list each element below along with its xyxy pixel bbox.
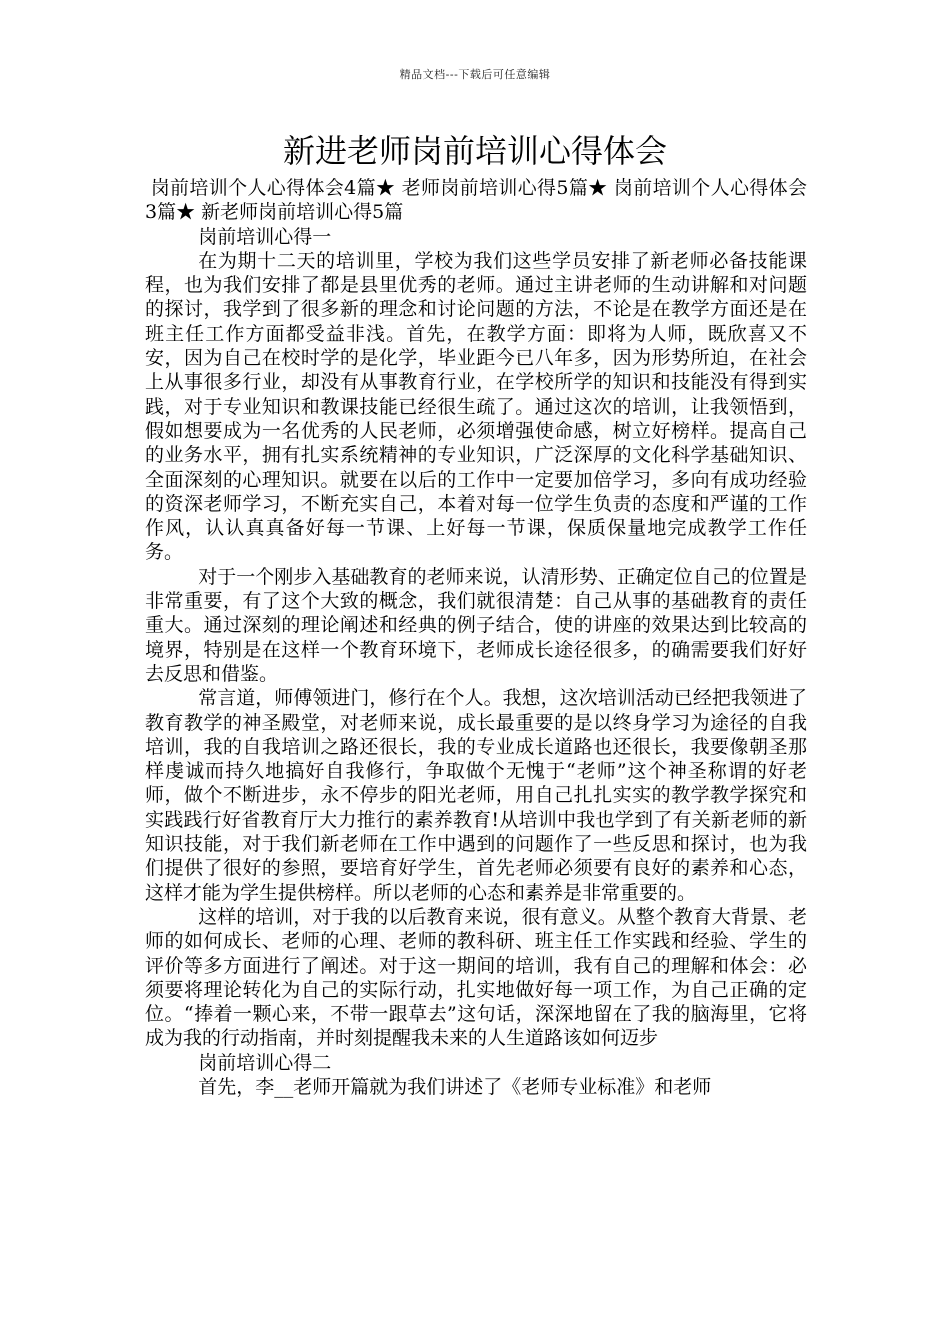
section-heading-2: 岗前培训心得二 <box>198 1051 332 1074</box>
body-paragraph: 对于一个刚步入基础教育的老师来说，认清形势、正确定位自己的位置是非常重要，有了这个大致的概念，我们就很清楚：自己从事的基础教育的责任重大。通过深刻的理论阐述和经典的例子结合，使的讲座的效果达到比较高的境界，特别是在这样一个教育环境下，老师成长途径很多，的确需要我们好好去反思和借鉴。 <box>145 565 807 685</box>
body-paragraph: 在为期十二天的培训里，学校为我们这些学员安排了新老师必备技能课程，也为我们安排了都是县里优秀的老师。通过主讲老师的生动讲解和对问题的探讨，我学到了很多新的理念和讨论问题的方法，不论是在教学方面还是在班主任工作方面都受益非浅。首先，在教学方面：即将为人师，既欣喜又不安，因为自己在校时学的是化学，毕业距今已八年多，因为形势所迫，在社会上从事很多行业，却没有从事教育行业，在学校所学的知识和技能没有得到实践，对于专业知识和教课技能已经很生疏了。通过这次的培训，让我领悟到，假如想要成为一名优秀的人民老师，必须增强使命感，树立好榜样。提高自己的业务水平，拥有扎实系统精神的专业知识，广泛深厚的文化科学基础知识、全面深刻的心理知识。就要在以后的工作中一定要加倍学习，多向有成功经验的资深老师学习，不断充实自己，本着对每一位学生负责的态度和严谨的工作作风，认认真真备好每一节课、上好每一节课，保质保量地完成教学工作任务。 <box>145 249 807 564</box>
section-heading-1: 岗前培训心得一 <box>198 225 332 248</box>
related-articles-line: 岗前培训个人心得体会4篇★ 老师岗前培训心得5篇★ 岗前培训个人心得体会3篇★ 新老师岗前培训心得5篇 <box>145 177 807 224</box>
header-note: 精品文档---下载后可任意编辑 <box>399 68 551 81</box>
document-body <box>145 176 807 1099</box>
body-paragraph: 首先，李__老师开篇就为我们讲述了《老师专业标准》和老师 <box>198 1075 712 1098</box>
body-paragraph: 这样的培训，对于我的以后教育来说，很有意义。从整个教育大背景、老师的如何成长、老师的心理、老师的教科研、班主任工作实践和经验、学生的评价等多方面进行了阐述。对于这一期间的培训，我有自己的理解和体会：必须要将理论转化为自己的实际行动，扎实地做好每一项工作，为自己正确的定位。“捧着一颗心来，不带一跟草去”这句话，深深地留在了我的脑海里，它将成为我的行动指南，并时刻提醒我未来的人生道路该如何迈步 <box>145 905 807 1050</box>
document-title: 新进老师岗前培训心得体会 <box>282 132 667 170</box>
body-paragraph: 常言道，师傅领进门，修行在个人。我想，这次培训活动已经把我领进了教育教学的神圣殿堂，对老师来说，成长最重要的是以终身学习为途径的自我培训，我的自我培训之路还很长，我的专业成长道路也还很长，我要像朝圣那样虔诚而持久地搞好自我修行，争取做个无愧于“老师”这个神圣称谓的好老师，做个不断进步，永不停步的阳光老师，用自己扎扎实实的教学教学探究和实践践行好省教育厅大力推行的素养教育!从培训中我也学到了有关新老师的新知识技能，对于我们新老师在工作中遇到的问题作了一些反思和探讨，也为我们提供了很好的参照，要培育好学生，首先老师必须要有良好的素养和心态，这样才能为学生提供榜样。所以老师的心态和素养是非常重要的。 <box>145 687 807 904</box>
